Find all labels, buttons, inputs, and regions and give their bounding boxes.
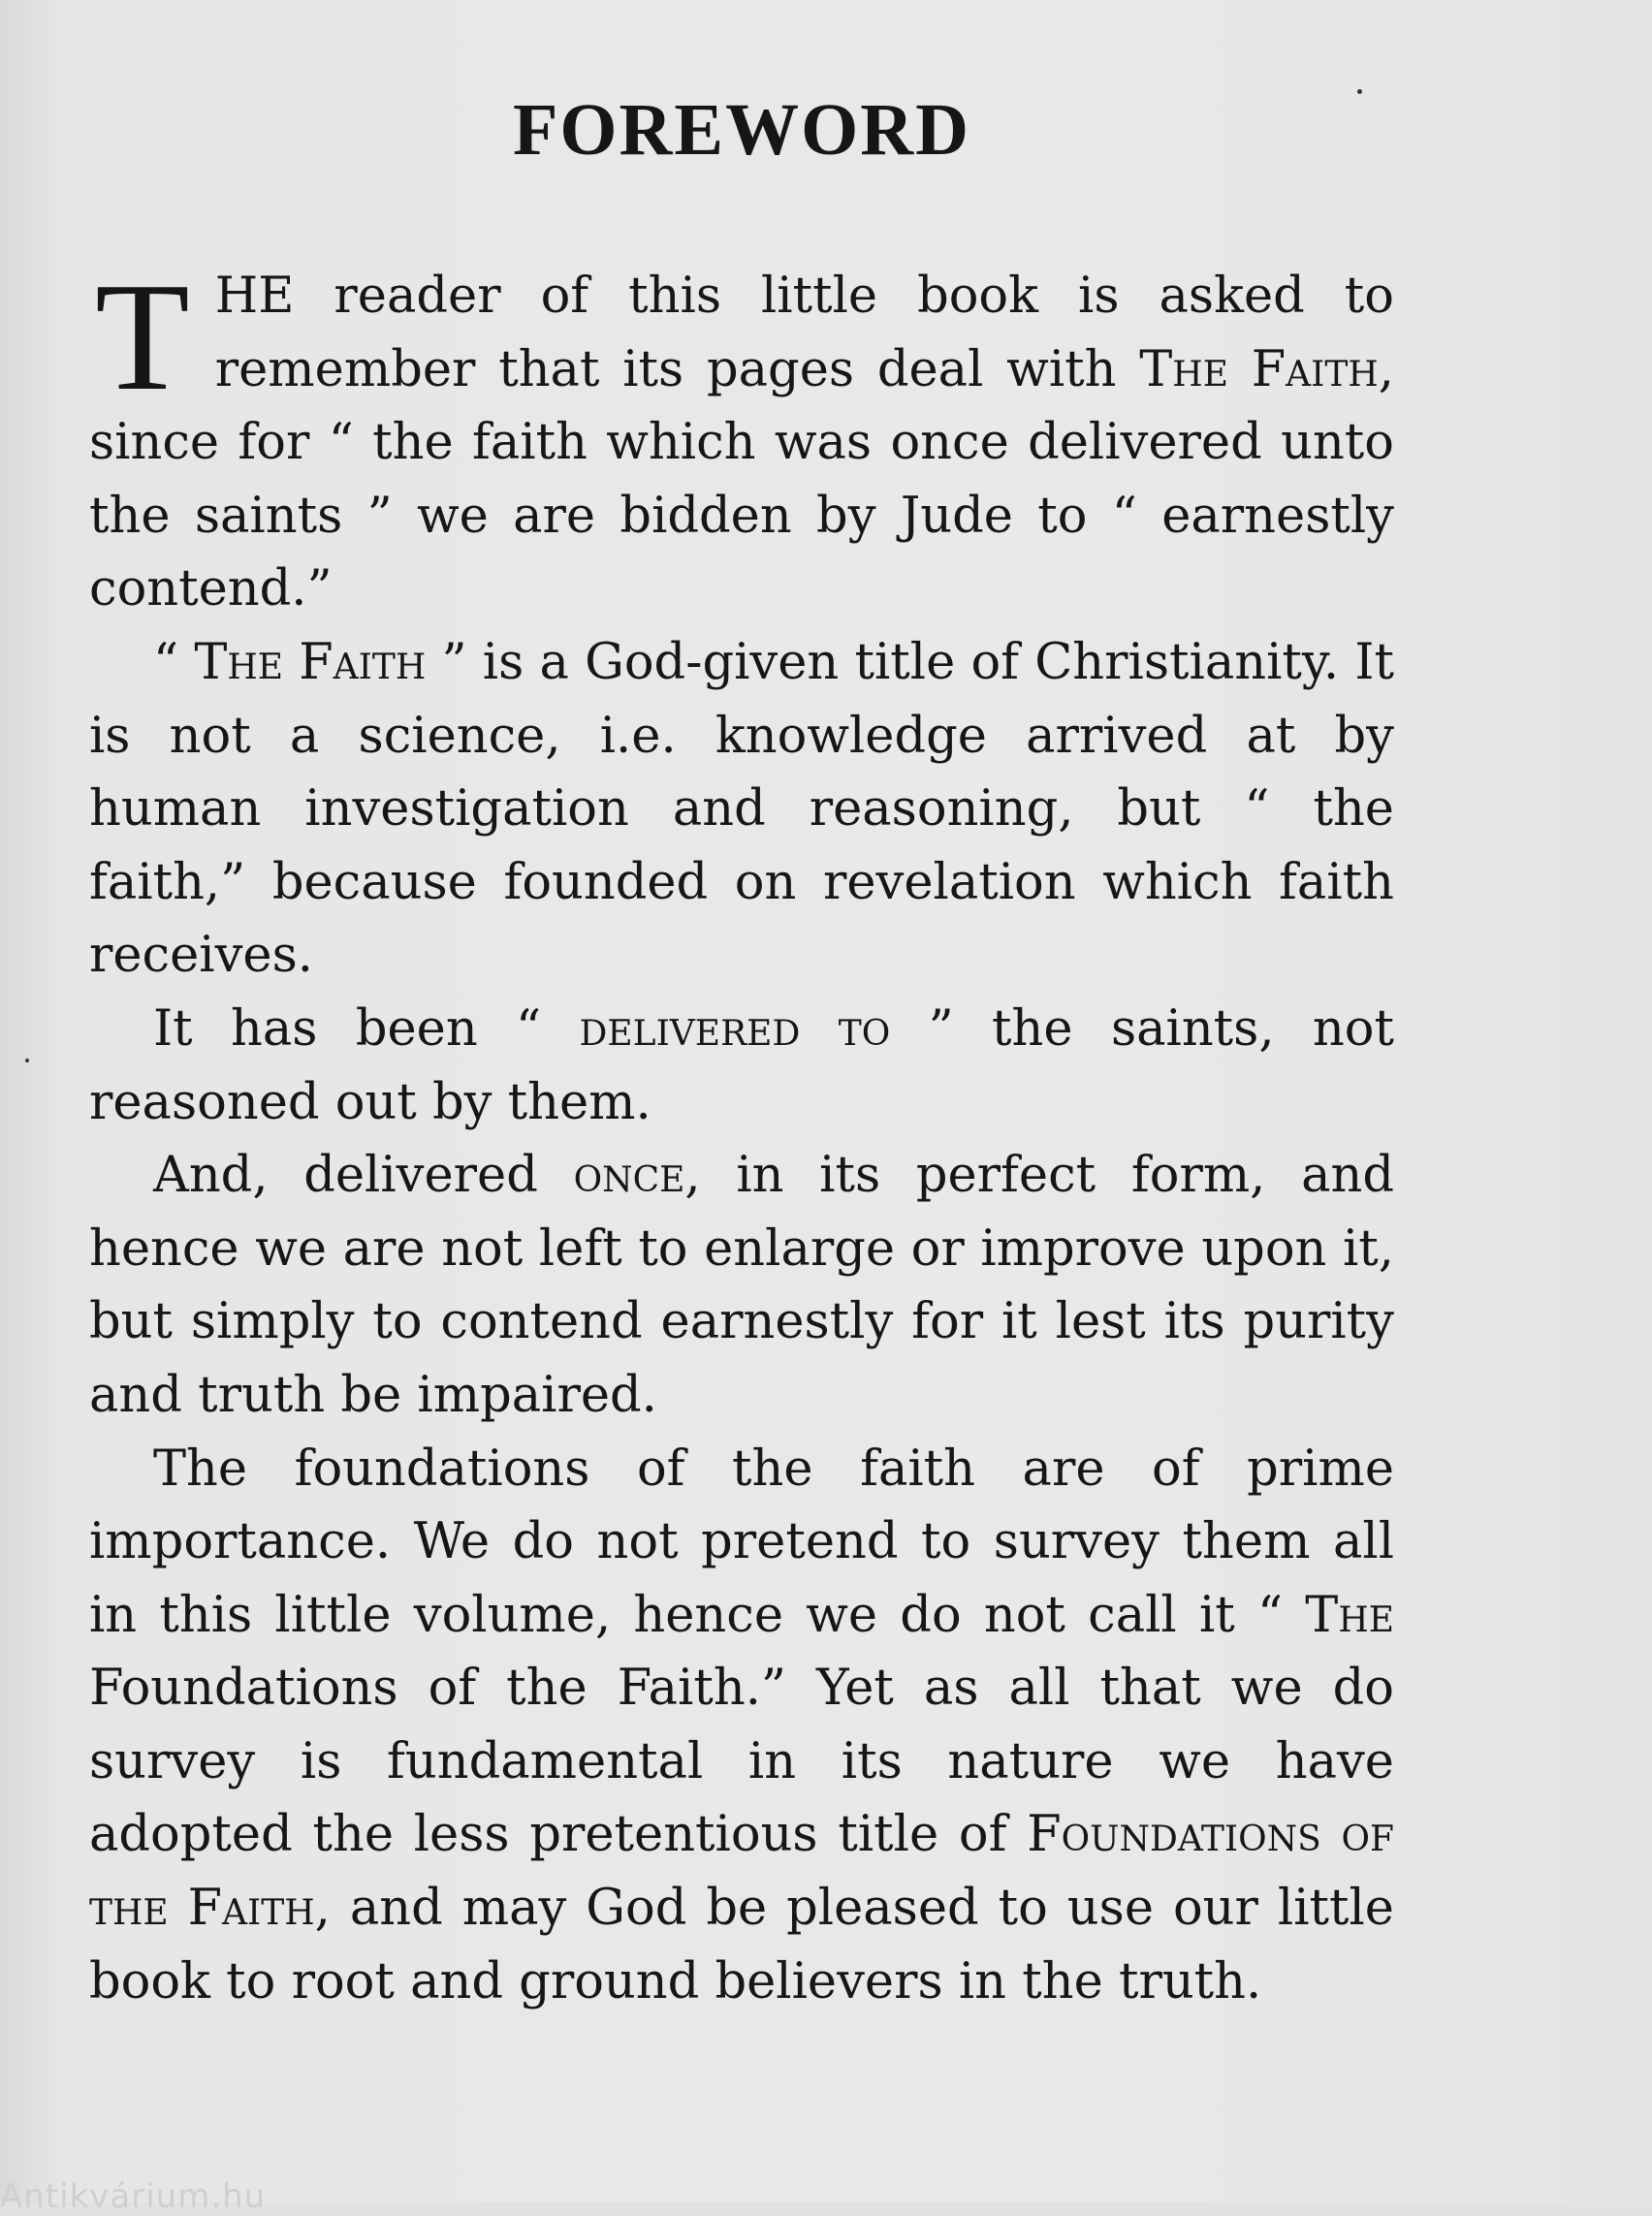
paragraph-3 <box>89 993 1394 1139</box>
small-caps-text: The Faith <box>194 633 427 691</box>
drop-cap: T <box>95 250 190 423</box>
paragraph-text: It has been “ <box>153 999 580 1058</box>
watermark: Antikvárium.hu <box>0 2177 267 2216</box>
ink-speck <box>1357 89 1362 94</box>
small-caps-text: The Faith <box>1139 340 1379 398</box>
paragraph-5 <box>89 1433 1394 2019</box>
paragraph-text: , since for “ the faith which was once delivered unto the saints ” we are bidden by Jude to “ earnestly contend.” <box>89 340 1394 618</box>
paragraph-text: HE reader of this little book is asked to remember that its pages deal with <box>214 268 1394 398</box>
paragraph-1 <box>89 250 1394 626</box>
paragraph-text: The foundations of the faith are of prime importance. We do not pretend to survey them all in this little volume, hence we do not call it “ <box>89 1440 1394 1644</box>
paragraph-text: , in its perfect form, and hence we are not left to enlarge or improve upon it, but simply to contend earnestly for it lest its purity and truth be impaired. <box>89 1147 1394 1424</box>
paragraph-text: ” the saints, not reasoned out by them. <box>89 999 1394 1131</box>
small-caps-text: Foundations of the Faith <box>89 1806 1394 1938</box>
small-caps-text: delivered to <box>579 999 891 1058</box>
paragraph-text: ” is a God-given title of Christianity. It is not a science, i.e. knowledge arrived at by human investigation and reasoning, but “ the faith,” because founded on revelation which faith receives. <box>89 633 1394 985</box>
small-caps-text: The <box>1305 1586 1394 1644</box>
paragraph-4 <box>89 1139 1394 1432</box>
page-title: FOREWORD <box>513 89 970 171</box>
ink-speck <box>25 1059 29 1062</box>
small-caps-text: once <box>573 1147 685 1205</box>
paragraph-text: “ <box>153 633 195 691</box>
paragraph-text: , and may God be pleased to use our little book to root and ground believers in the truth. <box>89 1880 1394 2010</box>
paragraph-text: Foundations of the Faith.” Yet as all that we do survey is fundamental in its nature we have adopted the less pretentious title of <box>89 1660 1394 1864</box>
paragraph-2 <box>89 626 1394 993</box>
paragraph-text: And, delivered <box>153 1147 574 1205</box>
foreword-body <box>89 250 1394 2018</box>
